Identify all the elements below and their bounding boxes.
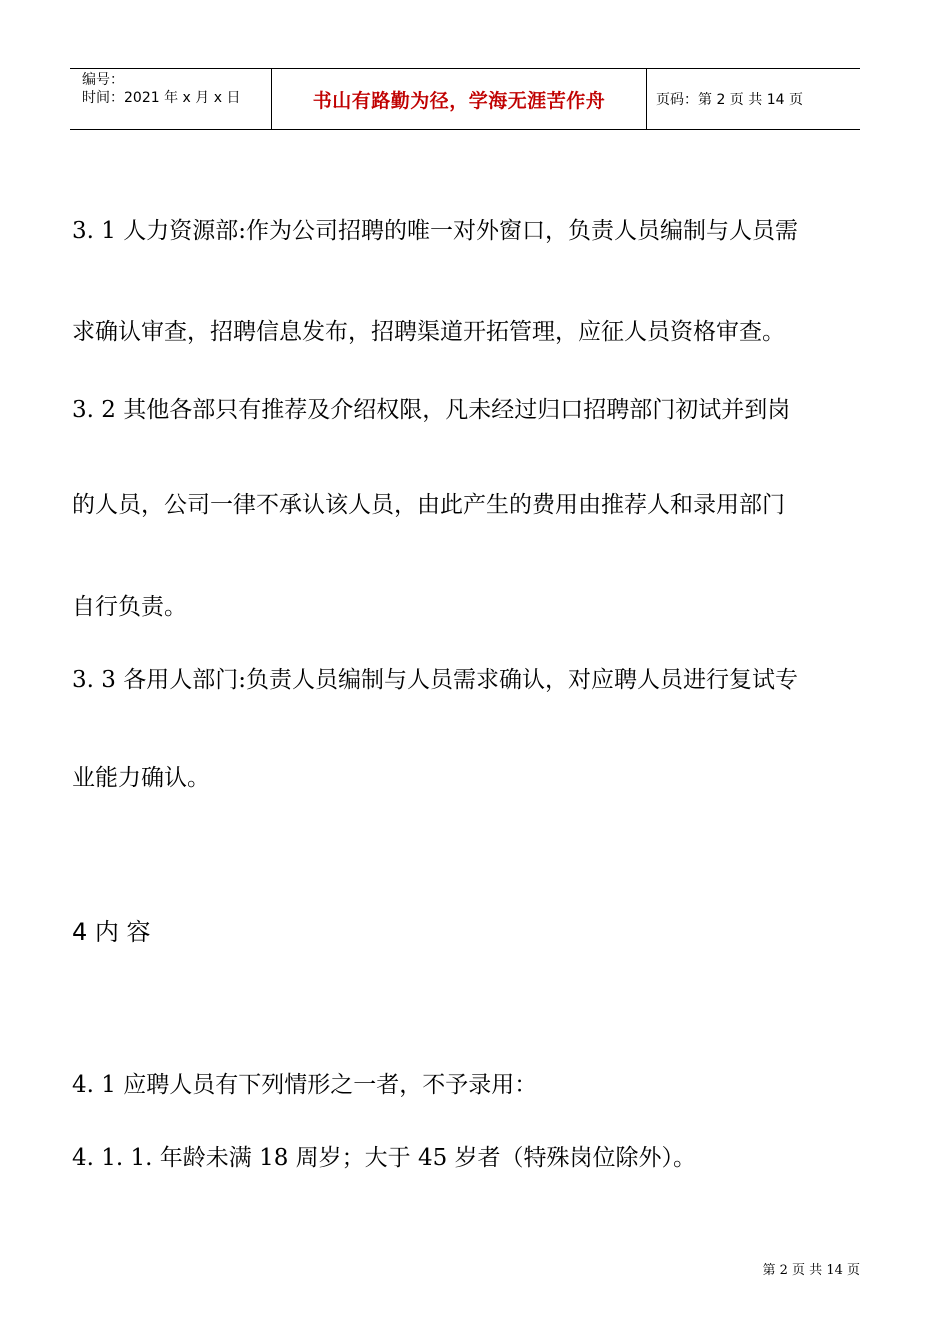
body-line-5: 自行负责。	[72, 594, 187, 620]
body-line-3: 3. 2 其他各部只有推荐及介绍权限，凡未经过归口招聘部门初试并到岗	[72, 397, 791, 423]
body-line-7: 业能力确认。	[72, 765, 210, 791]
body-line-4: 的人员，公司一律不承认该人员，由此产生的费用由推荐人和录用部门	[72, 492, 785, 518]
header-motto: 书山有路勤为径，学海无涯苦作舟	[312, 89, 606, 112]
page-footer: 第 2 页 共 14 页	[762, 1263, 860, 1278]
body-line-2: 求确认审查，招聘信息发布，招聘渠道开拓管理，应征人员资格审查。	[72, 319, 785, 345]
header-page-cell	[646, 69, 860, 129]
header-motto-cell	[271, 69, 647, 129]
page-header	[70, 68, 860, 130]
body-line-6: 3. 3 各用人部门:负责人员编制与人员需求确认，对应聘人员进行复试专	[72, 667, 798, 693]
header-page-info: 页码：第 2 页 共 14 页	[656, 92, 803, 108]
body-line-1: 3. 1 人力资源部:作为公司招聘的唯一对外窗口，负责人员编制与人员需	[72, 218, 798, 244]
body-line-9: 4. 1. 1. 年龄未满 18 周岁；大于 45 岁者（特殊岗位除外）。	[72, 1145, 697, 1171]
body-line-8: 4. 1 应聘人员有下列情形之一者，不予录用：	[72, 1072, 538, 1098]
header-meta	[70, 69, 270, 129]
document-time-label: 时间：2021 年 x 月 x 日	[82, 90, 241, 106]
section-title: 4 内 容	[72, 918, 151, 946]
document-number-label: 编号：	[82, 72, 124, 88]
